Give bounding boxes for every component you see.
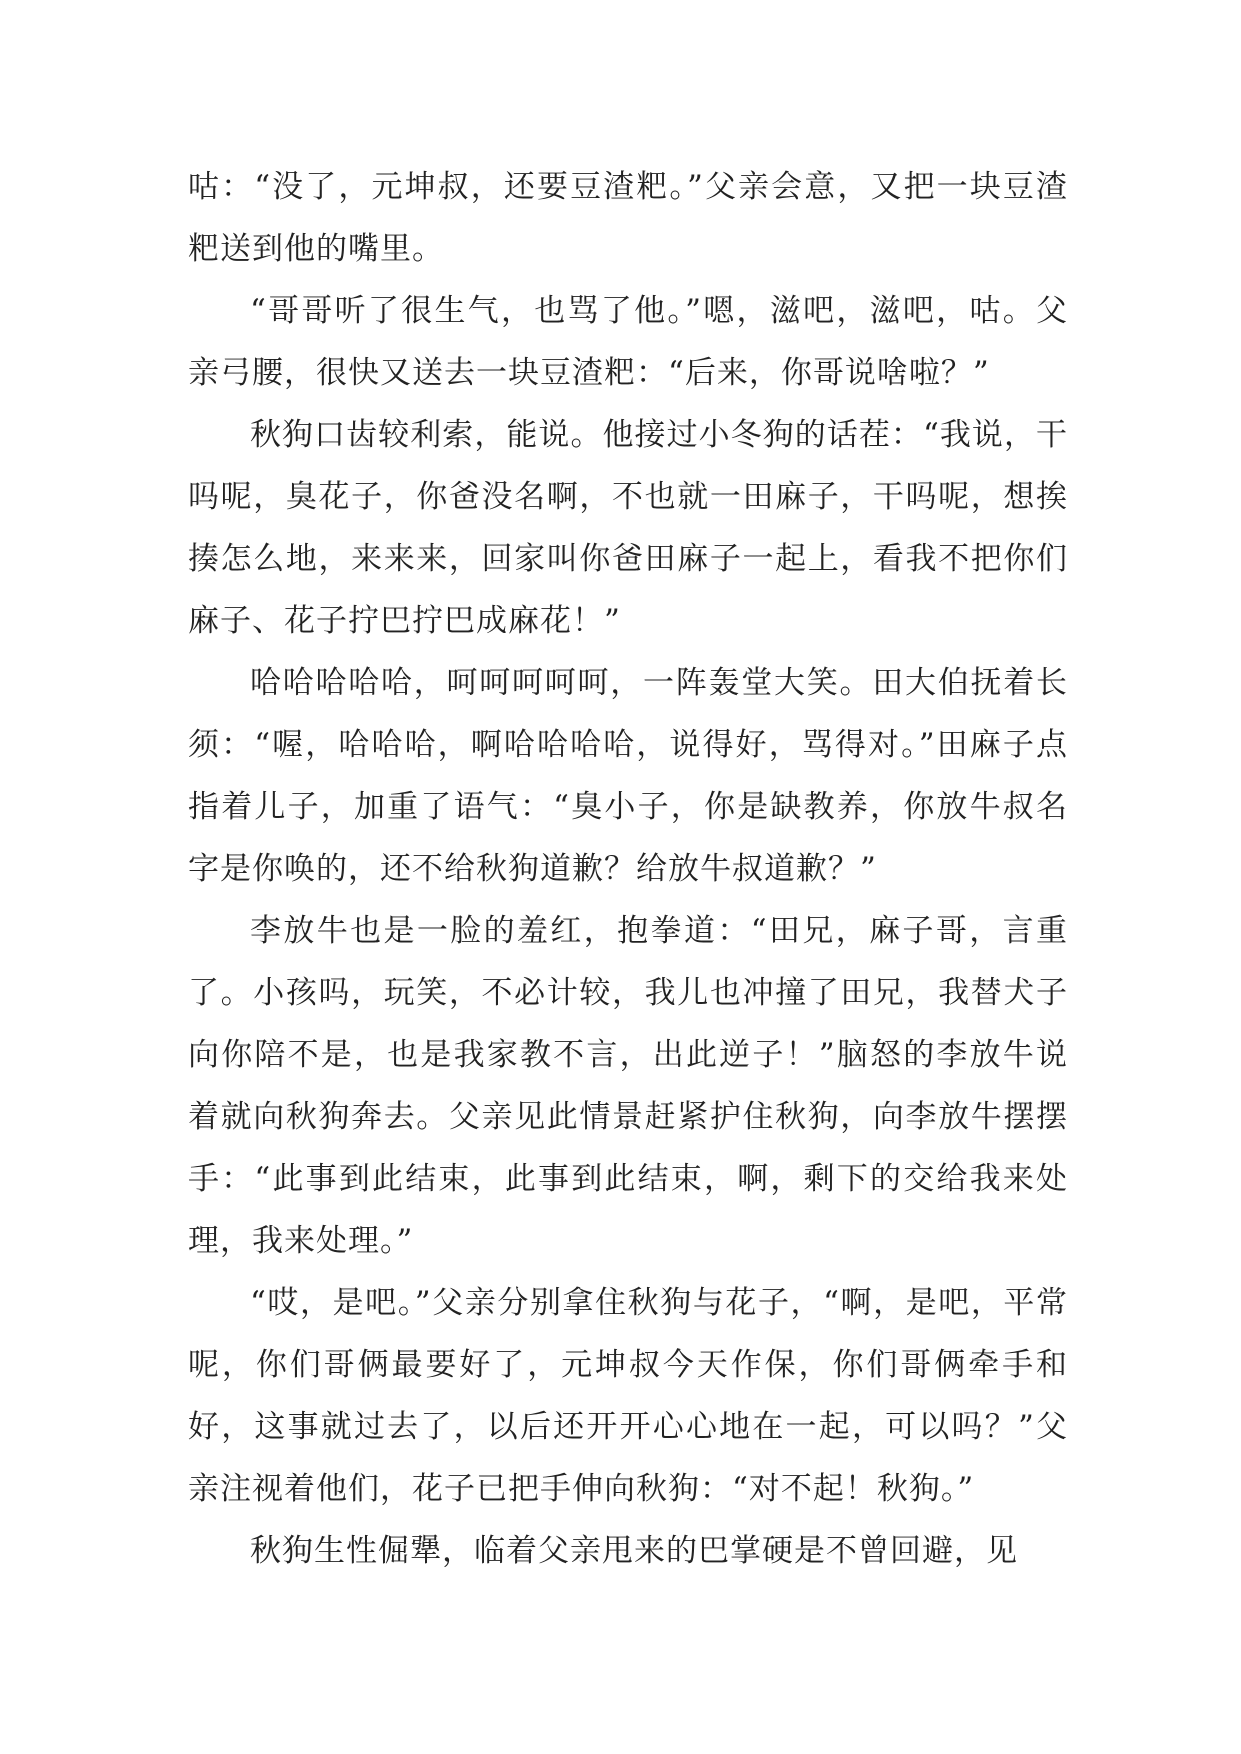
paragraph: 哈哈哈哈哈，呵呵呵呵呵，一阵轰堂大笑。田大伯抚着长须：“喔，哈哈哈，啊哈哈哈哈，说得好，骂得对。”田麻子点指着儿子，加重了语气：“臭小子，你是缺教养，你放牛叔名字是你唤的，还不给秋狗道歉？给放牛叔道歉？” <box>188 665 1068 887</box>
paragraph: “哥哥听了很生气，也骂了他。”嗯，滋吧，滋吧，咕。父亲弓腰，很快又送去一块豆渣粑：“后来，你哥说啥啦？” <box>188 293 1068 391</box>
paragraph: 咕：“没了，元坤叔，还要豆渣粑。”父亲会意，又把一块豆渣粑送到他的嘴里。 <box>188 169 1068 267</box>
paragraph: “哎，是吧。”父亲分别拿住秋狗与花子，“啊，是吧，平常呢，你们哥俩最要好了，元坤叔今天作保，你们哥俩牵手和好，这事就过去了，以后还开开心心地在一起，可以吗？”父亲注视着他们，花子已把手伸向秋狗：“对不起！秋狗。” <box>188 1285 1068 1507</box>
paragraph: 秋狗生性倔犟，临着父亲甩来的巴掌硬是不曾回避，见 <box>250 1533 1018 1569</box>
paragraph: 李放牛也是一脸的羞红，抱拳道：“田兄，麻子哥，言重了。小孩吗，玩笑，不必计较，我儿也冲撞了田兄，我替犬子向你陪不是，也是我家教不言，出此逆子！”脑怒的李放牛说着就向秋狗奔去。父亲见此情景赶紧护住秋狗，向李放牛摆摆手：“此事到此结束，此事到此结束，啊，剩下的交给我来处理，我来处理。” <box>188 913 1068 1259</box>
body-text <box>188 156 1068 1582</box>
paragraph: 秋狗口齿较利索，能说。他接过小冬狗的话茬：“我说，干吗呢，臭花子，你爸没名啊，不也就一田麻子，干吗呢，想挨揍怎么地，来来来，回家叫你爸田麻子一起上，看我不把你们麻子、花子拧巴拧巴成麻花！” <box>188 417 1068 639</box>
